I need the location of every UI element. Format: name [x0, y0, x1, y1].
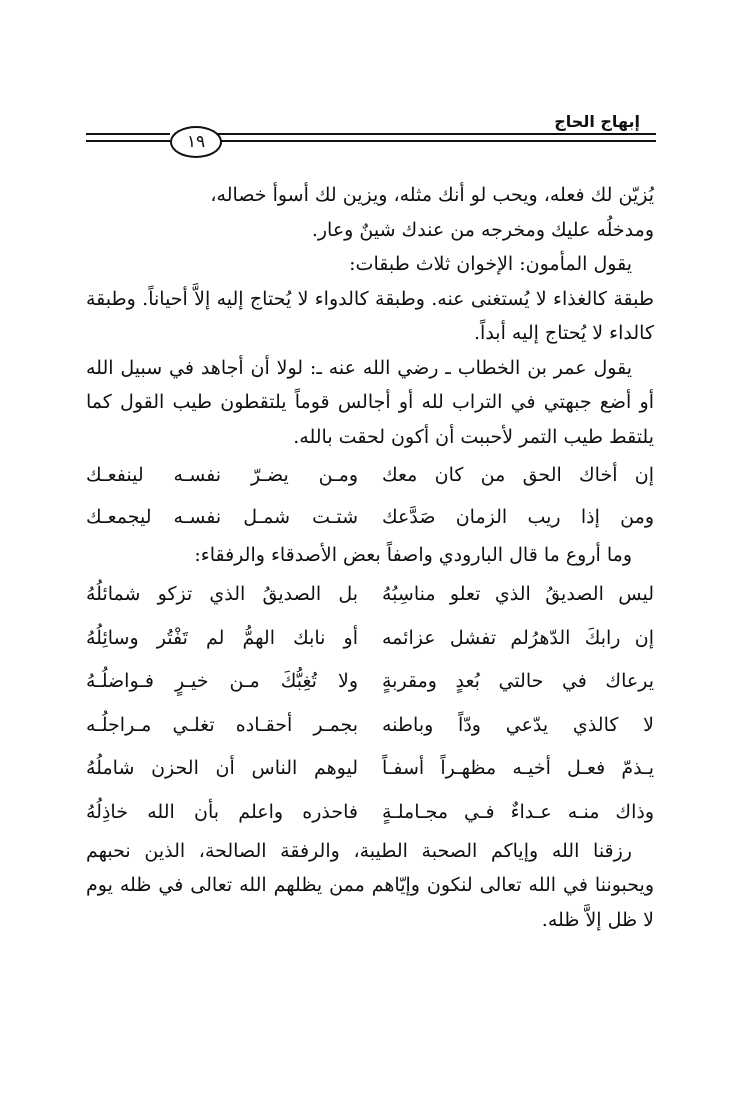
verse-first-hemistich: ليس الصديقُ الذي تعلو مناسِبُهُ — [382, 583, 654, 605]
verse-first-hemistich: وذاك منـه عـداءٌ فـي مجـاملـةٍ — [382, 800, 654, 823]
verse-second-hemistich: ليوهم الناس أن الحزن شاملُهُ — [86, 757, 358, 779]
poem-verse — [86, 454, 654, 496]
paragraph: رزقنا الله وإياكم الصحبة الطيبة، والرفقة الصالحة، الذين نحبهم ويحبوننا في الله تعالى لنكون وإيّاهم ممن يظلهم الله تعالى في ظله يوم لا ظل إلاَّ ظله. — [86, 839, 654, 931]
verse-first-hemistich: إن رابكَ الدّهرُلم تفشل عزائمه — [382, 626, 654, 649]
paragraph: وما أروع ما قال البارودي واصفاً بعض الأصدقاء والرفقاء: — [194, 544, 632, 566]
header-rule — [218, 140, 656, 142]
poem — [86, 454, 654, 538]
paragraph: يُزيّن لك فعله، ويحب لو أنك مثله، ويزين لك أسوأ خصاله، — [210, 184, 654, 206]
poem-verse — [86, 616, 654, 660]
poem-verse — [86, 790, 654, 834]
running-header-title: إبهاج الحاج — [554, 112, 640, 131]
poem-verse — [86, 573, 654, 617]
page-number: ١٩ — [170, 126, 222, 158]
header-rule — [86, 140, 170, 142]
verse-second-hemistich: أو نابك الهمُّ لم تَفْتُر وسائِلُهُ — [86, 626, 358, 649]
header-rule — [86, 133, 170, 135]
header-rule — [218, 133, 656, 135]
poem-verse — [86, 660, 654, 704]
verse-second-hemistich: ولا تُغِبُّكَ مـن خيـرٍ فـواضلُـهُ — [86, 670, 358, 692]
verse-first-hemistich: يرعاك في حالتي بُعدٍ ومقربةٍ — [382, 670, 654, 692]
paragraph: يقول عمر بن الخطاب ـ رضي الله عنه ـ: لولا أن أجاهد في سبيل الله أو أضع جبهتي في التراب لله أو أجالس قوماً يلتقطون طيب القول كما يلتقط طيب التمر لأحببت أن أكون لحقت بالله. — [86, 356, 654, 448]
poem-verse — [86, 496, 654, 538]
verse-first-hemistich: إن أخاك الحق من كان معك — [382, 463, 654, 486]
poem — [86, 573, 654, 834]
verse-second-hemistich: فاحذره واعلم بأن الله خاذِلُهُ — [86, 800, 358, 823]
verse-second-hemistich: ومـن يضـرّ نفسـه لينفعـك — [86, 463, 358, 486]
paragraph: يقول المأمون: الإخوان ثلاث طبقات: — [349, 253, 632, 275]
poem-verse — [86, 747, 654, 791]
paragraph: ومدخلُه عليك ومخرجه من عندك شينٌ وعار. — [311, 218, 654, 241]
verse-first-hemistich: لا كالذي يدّعي ودّاً وباطنه — [382, 713, 654, 736]
paragraph: طبقة كالغذاء لا يُستغنى عنه. وطبقة كالدواء لا يُحتاج إليه إلاَّ أحياناً. وطبقة كالداء لا يُحتاج إليه أبداً. — [86, 287, 654, 344]
verse-first-hemistich: ومن إذا ريب الزمان صَدَّعك — [382, 505, 654, 528]
verse-second-hemistich: شتـت شمـل نفسـه ليجمعـك — [86, 505, 358, 528]
verse-second-hemistich: بل الصديقُ الذي تزكو شمائلُهُ — [86, 583, 358, 605]
verse-second-hemistich: بجمـر أحقـاده تغلـي مـراجلُـه — [86, 713, 358, 736]
page-body — [86, 178, 654, 937]
poem-verse — [86, 703, 654, 747]
verse-first-hemistich: يـذمّ فعـل أخيـه مظهـراً أسفـاً — [382, 757, 654, 779]
